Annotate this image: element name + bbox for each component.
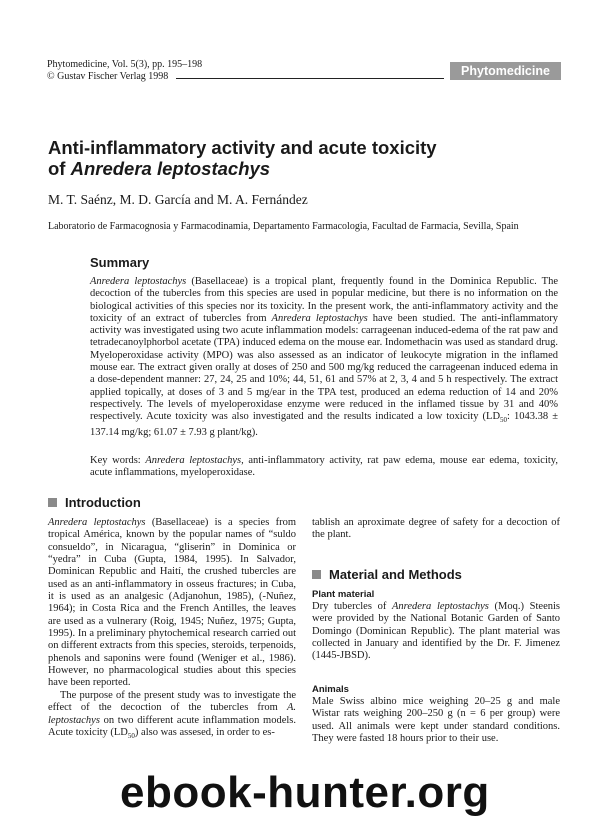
summary-species: Anredera leptostachys — [90, 276, 187, 287]
header-rule — [176, 78, 444, 79]
introduction-continuation: tablish an aproximate degree of safety for a decoction of the plant. — [312, 517, 560, 541]
watermark: ebook-hunter.org — [120, 768, 490, 817]
plant-material-heading: Plant material — [312, 589, 375, 600]
journal-header — [47, 59, 202, 83]
animals-heading: Animals — [312, 684, 349, 695]
intro-p2-text-c: ) also was assesed, in order to es- — [134, 726, 275, 738]
summary-heading: Summary — [90, 255, 150, 270]
introduction-heading — [48, 495, 141, 510]
intro-p2-text-a: The purpose of the present study was to investigate the effect of the decoction of the tubercles from — [48, 689, 296, 714]
journal-badge: Phytomedicine — [450, 62, 561, 80]
title-prefix: of — [48, 158, 71, 179]
plant-text-b: (Moq.) Steenis were provided by the National Botanic Garden of Santo Domingo (Dominican Republic). The plant material was collected in January and identified by the Dr. F. Jimenez (1445-JBSD). — [312, 601, 560, 662]
summary-text — [90, 276, 558, 439]
section-marker-icon — [312, 570, 321, 579]
intro-p1-text: (Basellaceae) is a species from tropical América, known by the popular names of “suldo consueldo”, in Nicaragua, “gliserin” in Dominica or “yedra” in Cuba (Gupta, 1984, 1995). In Salvador, Dominican Republic and Haití, the crushed tubercles are used as an anti-inflammatory in osseus fractures; in Cuba, it is used as an analgesic (Adjanohun, 1985), (-Nuñez, 1964); in Costa Rica and the French Antilles, the leaves are used as a vulnerary (Roig, 1945; Nuñez, 1975; Gupta, 1995). In a preliminary phytochemical research carried out on different extracts from this species, steroids, terpenoids, phenols and saponins were found (Weniger et al., 1986). However, no pharmacological studies about this species have been reported. — [48, 517, 296, 689]
keywords-rest: anti-inflammatory activity, rat paw edema, mouse ear edema, toxicity, acute inflammations, myeloperoxidase. — [90, 455, 558, 479]
keywords-label: Key words: — [90, 455, 146, 466]
title-species: Anredera leptostachys — [70, 158, 271, 179]
keywords — [90, 455, 558, 480]
intro-p2-text-b: on two different acute inflammation models. Acute toxicity (LD — [48, 714, 296, 738]
plant-material-text — [312, 601, 560, 663]
journal-publisher: © Gustav Fischer Verlag 1998 — [47, 71, 169, 82]
summary-text-c: : 1043.38 ± 137.14 mg/kg; 61.07 ± 7.93 g plant/kg). — [90, 411, 558, 438]
journal-citation: Phytomedicine, Vol. 5(3), pp. 195–198 — [47, 59, 203, 70]
intro-p2-subscript: 50 — [127, 731, 135, 740]
article-title — [48, 137, 568, 179]
intro-paragraph-1 — [48, 517, 296, 690]
summary-subscript: 50 — [500, 416, 508, 425]
intro-p2-species: A. leptostachys — [48, 702, 296, 726]
plant-species: Anredera leptostachys — [392, 601, 489, 612]
animals-text: Male Swiss albino mice weighing 20–25 g and male Wistar rats weighing 200–250 g (n = 6 per group) were used. All animals were kept under standard conditions. They were fasted 18 hours prior to their use. — [312, 696, 560, 745]
affiliation: Laboratorio de Farmacognosia y Farmacodinamia, Departamento Farmacologia, Facultad de Farmacia, Sevilla, Spain — [48, 221, 519, 232]
methods-heading — [312, 567, 462, 582]
title-line-2 — [48, 158, 568, 179]
methods-heading-text: Material and Methods — [329, 567, 462, 582]
introduction-body — [48, 517, 296, 742]
summary-text-b: have been studied. The anti-inflammatory activity was investigated using two acute inflammation models: carrageenan induced-edema of the rat paw and tetradecanoylphorbol acetate (TPA) induced edema on the mouse ear. Indomethacin was used as standard drug. Myeloperoxidase activity (MPO) was also assessed as an indicator of leukocyte migration in the inflamed mouse ear. The extract given orally at doses of 250 and 500 mg/kg reduced the carrageenan induced edema in a dose-dependent manner: 27, 24, 25 and 10%; 44, 51, 61 and 57% at 2, 3, 4 and 5 h respectively. The extract applied topically, at doses of 3 and 5 mg/ear in the TPA test, produced an edema reduction of 14 and 20% respectively. The levels of myeloperoxidase enzyme were reduced in the inflamed tissue by 31 and 40% respectively. Acute toxicity was also investigated and the results indicated a low toxicity (LD — [90, 312, 558, 423]
title-line-1: Anti-inflammatory activity and acute toxicity — [48, 137, 437, 158]
intro-paragraph-2 — [48, 690, 296, 742]
intro-species: Anredera leptostachys — [48, 517, 146, 528]
authors: M. T. Saénz, M. D. García and M. A. Fernández — [48, 192, 308, 207]
introduction-heading-text: Introduction — [65, 495, 141, 510]
plant-text-a: Dry tubercles of — [312, 601, 392, 612]
summary-species-2: Anredera leptostachys — [271, 312, 368, 324]
section-marker-icon — [48, 498, 57, 507]
keywords-species: Anredera leptostachys, — [145, 455, 244, 466]
summary-text-a: (Basellaceae) is a tropical plant, frequently found in the Dominica Republic. The decoction of the tubercles from this species are used in popular medicine, but there is no information on the biological activities of this species nor its toxicity. In the present work, the anti-inflammatory activity and the toxicity of an extract of tubercles from — [90, 276, 558, 324]
